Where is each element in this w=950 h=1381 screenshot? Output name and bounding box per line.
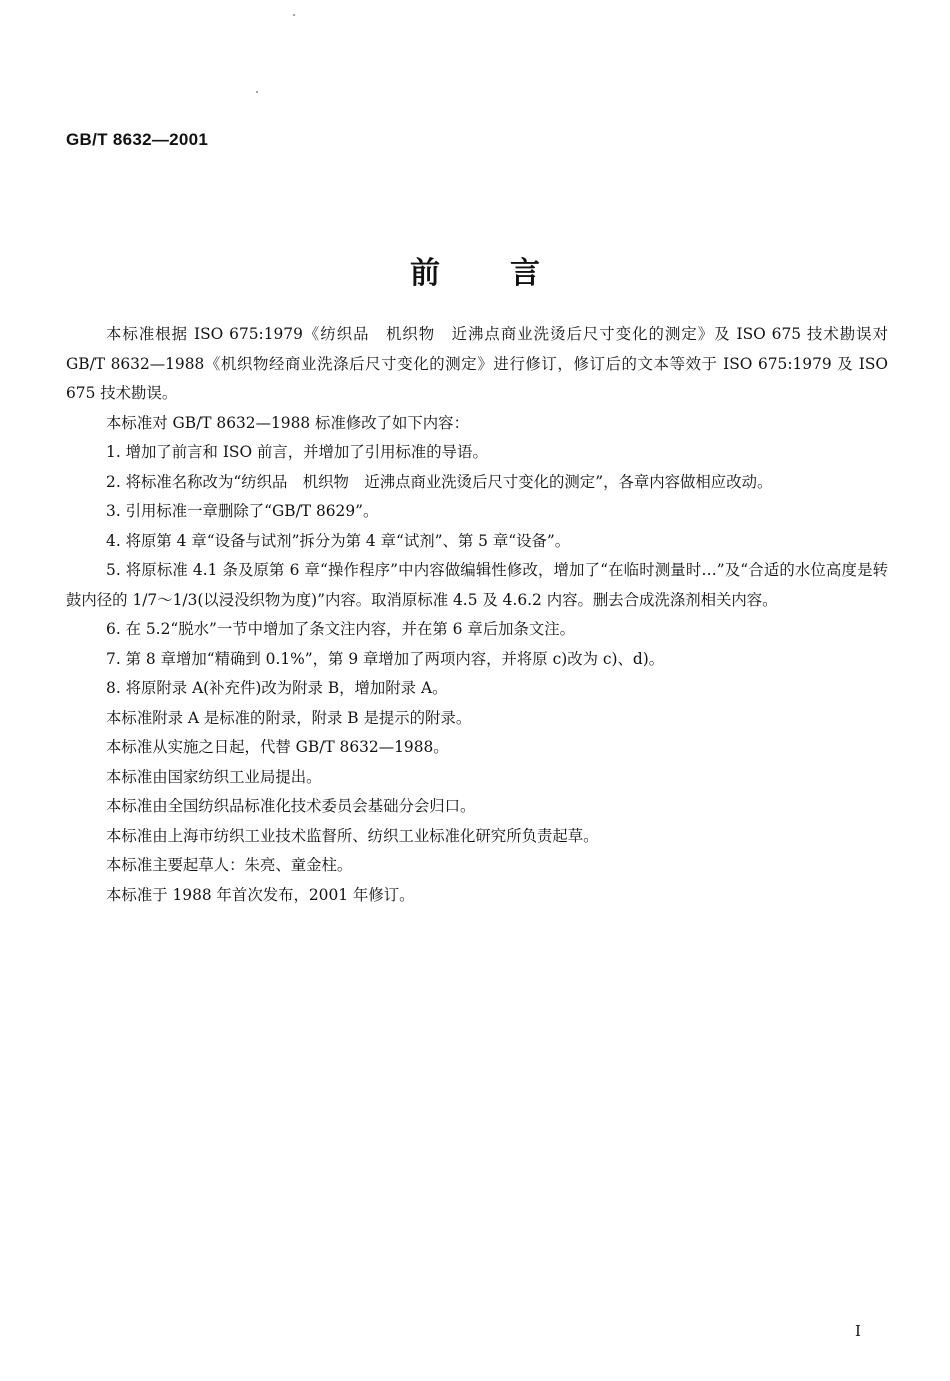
paragraph: 本标准由全国纺织品标准化技术委员会基础分会归口。 [106, 797, 476, 815]
scan-speck [293, 14, 295, 16]
paragraph: 本标准从实施之日起，代替 GB/T 8632—1988。 [106, 738, 449, 756]
list-item: 8. 将原附录 A(补充件)改为附录 B，增加附录 A。 [106, 679, 448, 697]
list-item: 1. 增加了前言和 ISO 前言，并增加了引用标准的导语。 [106, 443, 488, 461]
paragraph: 本标准主要起草人：朱亮、童金柱。 [106, 856, 353, 874]
standard-code: GB/T 8632—2001 [66, 130, 209, 149]
paragraph: 本标准根据 ISO 675:1979《纺织品 机织物 近沸点商业洗烫后尺寸变化的测定》及 ISO 675 技术勘误对 GB/T 8632—1988《机织物经商业洗涤后尺寸变化的测定》进行修订，修订后的文本等效于 ISO 675:1979 及 ISO 675 技术勘误。 [66, 325, 888, 402]
paragraph: 本标准由国家纺织工业局提出。 [106, 767, 322, 786]
page-number: I [855, 1322, 861, 1340]
list-item: 4. 将原第 4 章“设备与试剂”拆分为第 4 章“试剂”、第 5 章“设备”。 [106, 531, 571, 550]
list-item: 6. 在 5.2“脱水”一节中增加了条文注内容，并在第 6 章后加条文注。 [106, 620, 576, 638]
paragraph: 本标准于 1988 年首次发布，2001 年修订。 [106, 885, 415, 904]
foreword-body [66, 320, 888, 910]
page-title: 前言 [410, 256, 610, 291]
list-item: 3. 引用标准一章删除了“GB/T 8629”。 [106, 502, 379, 520]
paragraph: 本标准由上海市纺织工业技术监督所、纺织工业标准化研究所负责起草。 [106, 826, 599, 845]
list-item: 5. 将原标准 4.1 条及原第 6 章“操作程序”中内容做编辑性修改，增加了“在临时测量时…”及“合适的水位高度是转鼓内径的 1/7～1/3(以浸没织物为度)”内容。取消原标准 4.5 及 4.6.2 内容。删去合成洗涤剂相关内容。 [66, 561, 888, 609]
list-item: 2. 将标准名称改为“纺织品 机织物 近沸点商业洗烫后尺寸变化的测定”，各章内容做相应改动。 [106, 472, 773, 491]
list-item: 7. 第 8 章增加“精确到 0.1%”，第 9 章增加了两项内容，并将原 c)改为 c)、d)。 [106, 649, 665, 668]
paragraph: 本标准附录 A 是标准的附录，附录 B 是提示的附录。 [106, 708, 472, 727]
scan-speck [256, 91, 258, 93]
paragraph: 本标准对 GB/T 8632—1988 标准修改了如下内容： [106, 413, 469, 432]
